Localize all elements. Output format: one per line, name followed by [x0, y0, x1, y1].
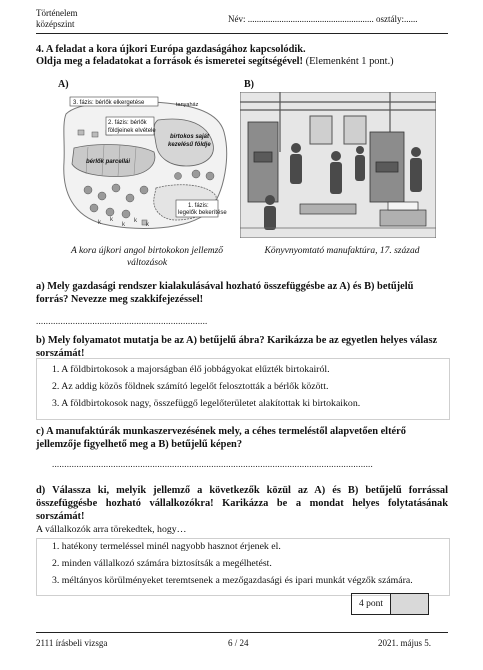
part-d-option-1[interactable]: 1. hatékony termeléssel minél nagyobb hasznot érjenek el.	[52, 541, 281, 552]
part-b-question: b) Mely folyamatot mutatja be az A) betűjelű ábra? Karikázza be az egyetlen helyes válasz sorszámát!	[36, 335, 438, 359]
exam-header-left	[36, 8, 77, 30]
part-b-option-3[interactable]: 3. A földbirtokosok nagy, összefüggő legelőterületet alakítottak ki birtokaikon.	[52, 398, 361, 409]
question-title: 4. A feladat a kora újkori Európa gazdaságához kapcsolódik.	[36, 44, 306, 55]
footer-page-number: 6 / 24	[228, 638, 249, 648]
subject-label: Történelem	[36, 8, 78, 18]
part-c-answer-line[interactable]: ...................................................................................................................................	[52, 459, 373, 469]
footer-divider	[36, 632, 448, 633]
caption-a: A kora újkori angol birtokokon jellemző változások	[70, 246, 224, 268]
map-tenant-label: bérlők parcellái	[86, 159, 131, 165]
estate-map-figure	[58, 92, 233, 234]
map-estate-label-1: birtokos saját	[170, 134, 210, 140]
part-a-answer-line[interactable]: ......................................................................	[36, 316, 208, 326]
map-phase2-label-2: földjeinek elvétele	[108, 128, 156, 134]
part-c-question: c) A manufaktúrák munkaszervezésének mely, a céhes termeléstől alapvetően eltérő jellemzője figyelhető meg a B) betűjelű képen?	[36, 426, 406, 450]
svg-text:k: k	[110, 217, 113, 223]
score-label: 4 pont	[352, 594, 391, 614]
footer-date: 2021. május 5.	[378, 638, 431, 648]
printing-manufactory-engraving	[240, 92, 436, 238]
map-phase3-label: 3. fázis: bérlők elkergetése	[73, 100, 145, 106]
header-divider	[36, 33, 448, 34]
part-d-options	[52, 539, 413, 590]
source-b-label: B)	[244, 79, 254, 90]
level-label: középszint	[36, 19, 75, 29]
svg-text:k: k	[98, 220, 101, 226]
svg-text:k: k	[122, 222, 125, 228]
question-title-block	[36, 44, 456, 68]
svg-text:k: k	[146, 222, 149, 228]
part-d-option-3[interactable]: 3. méltányos körülményeket teremtsenek a mezőgazdasági és ipari munkát végzők számára.	[52, 575, 413, 586]
name-class-field: Név: ........................................................ osztály:......	[228, 14, 418, 24]
part-d-question: d) Válassza ki, melyik jellemző a következők közül az A) és B) betűjelű forrással összefüggésbe hozható vállalkozókra! Karikázza be a mondat helyes folytatásának sorszámát!	[36, 485, 448, 522]
part-b-options	[52, 362, 360, 413]
map-estate-label-2: kezelésű földje	[168, 142, 211, 148]
part-b-option-2[interactable]: 2. Az addig közös földnek számító legelőt felosztották a bérlők között.	[52, 381, 329, 392]
caption-b: Könyvnyomtató manufaktúra, 17. század	[264, 246, 420, 256]
part-d-option-2[interactable]: 2. minden vállalkozó számára biztosítsák a megélhetést.	[52, 558, 272, 569]
map-phase2-label-1: 2. fázis: bérlők	[108, 120, 147, 126]
question-instruction-line	[36, 56, 456, 68]
score-entry-cell[interactable]	[391, 594, 428, 614]
map-phase1-label-2: legelők bekerítése	[178, 210, 227, 216]
map-phase1-label-1: 1. fázis:	[188, 203, 209, 209]
map-farmhouse-label: tanyaház	[176, 102, 199, 108]
source-a-label: A)	[58, 79, 69, 90]
part-b-option-1[interactable]: 1. A földbirtokosok a majorságban élő jobbágyokat elűzték birtokairól.	[52, 364, 330, 375]
score-box	[351, 593, 429, 615]
question-instruction: Oldja meg a feladatokat a források és ismeretei segítségével!	[36, 56, 304, 67]
part-a-question: a) Mely gazdasági rendszer kialakulásával hozható összefüggésbe az A) és B) betűjelű forrás? Nevezze meg szakkifejezéssel!	[36, 281, 414, 305]
footer-exam-id: 2111 írásbeli vizsga	[36, 638, 108, 648]
part-d-stem: A vállalkozók arra törekedtek, hogy…	[36, 524, 187, 535]
question-note: (Elemenként 1 pont.)	[305, 56, 394, 67]
svg-text:k: k	[134, 218, 137, 224]
